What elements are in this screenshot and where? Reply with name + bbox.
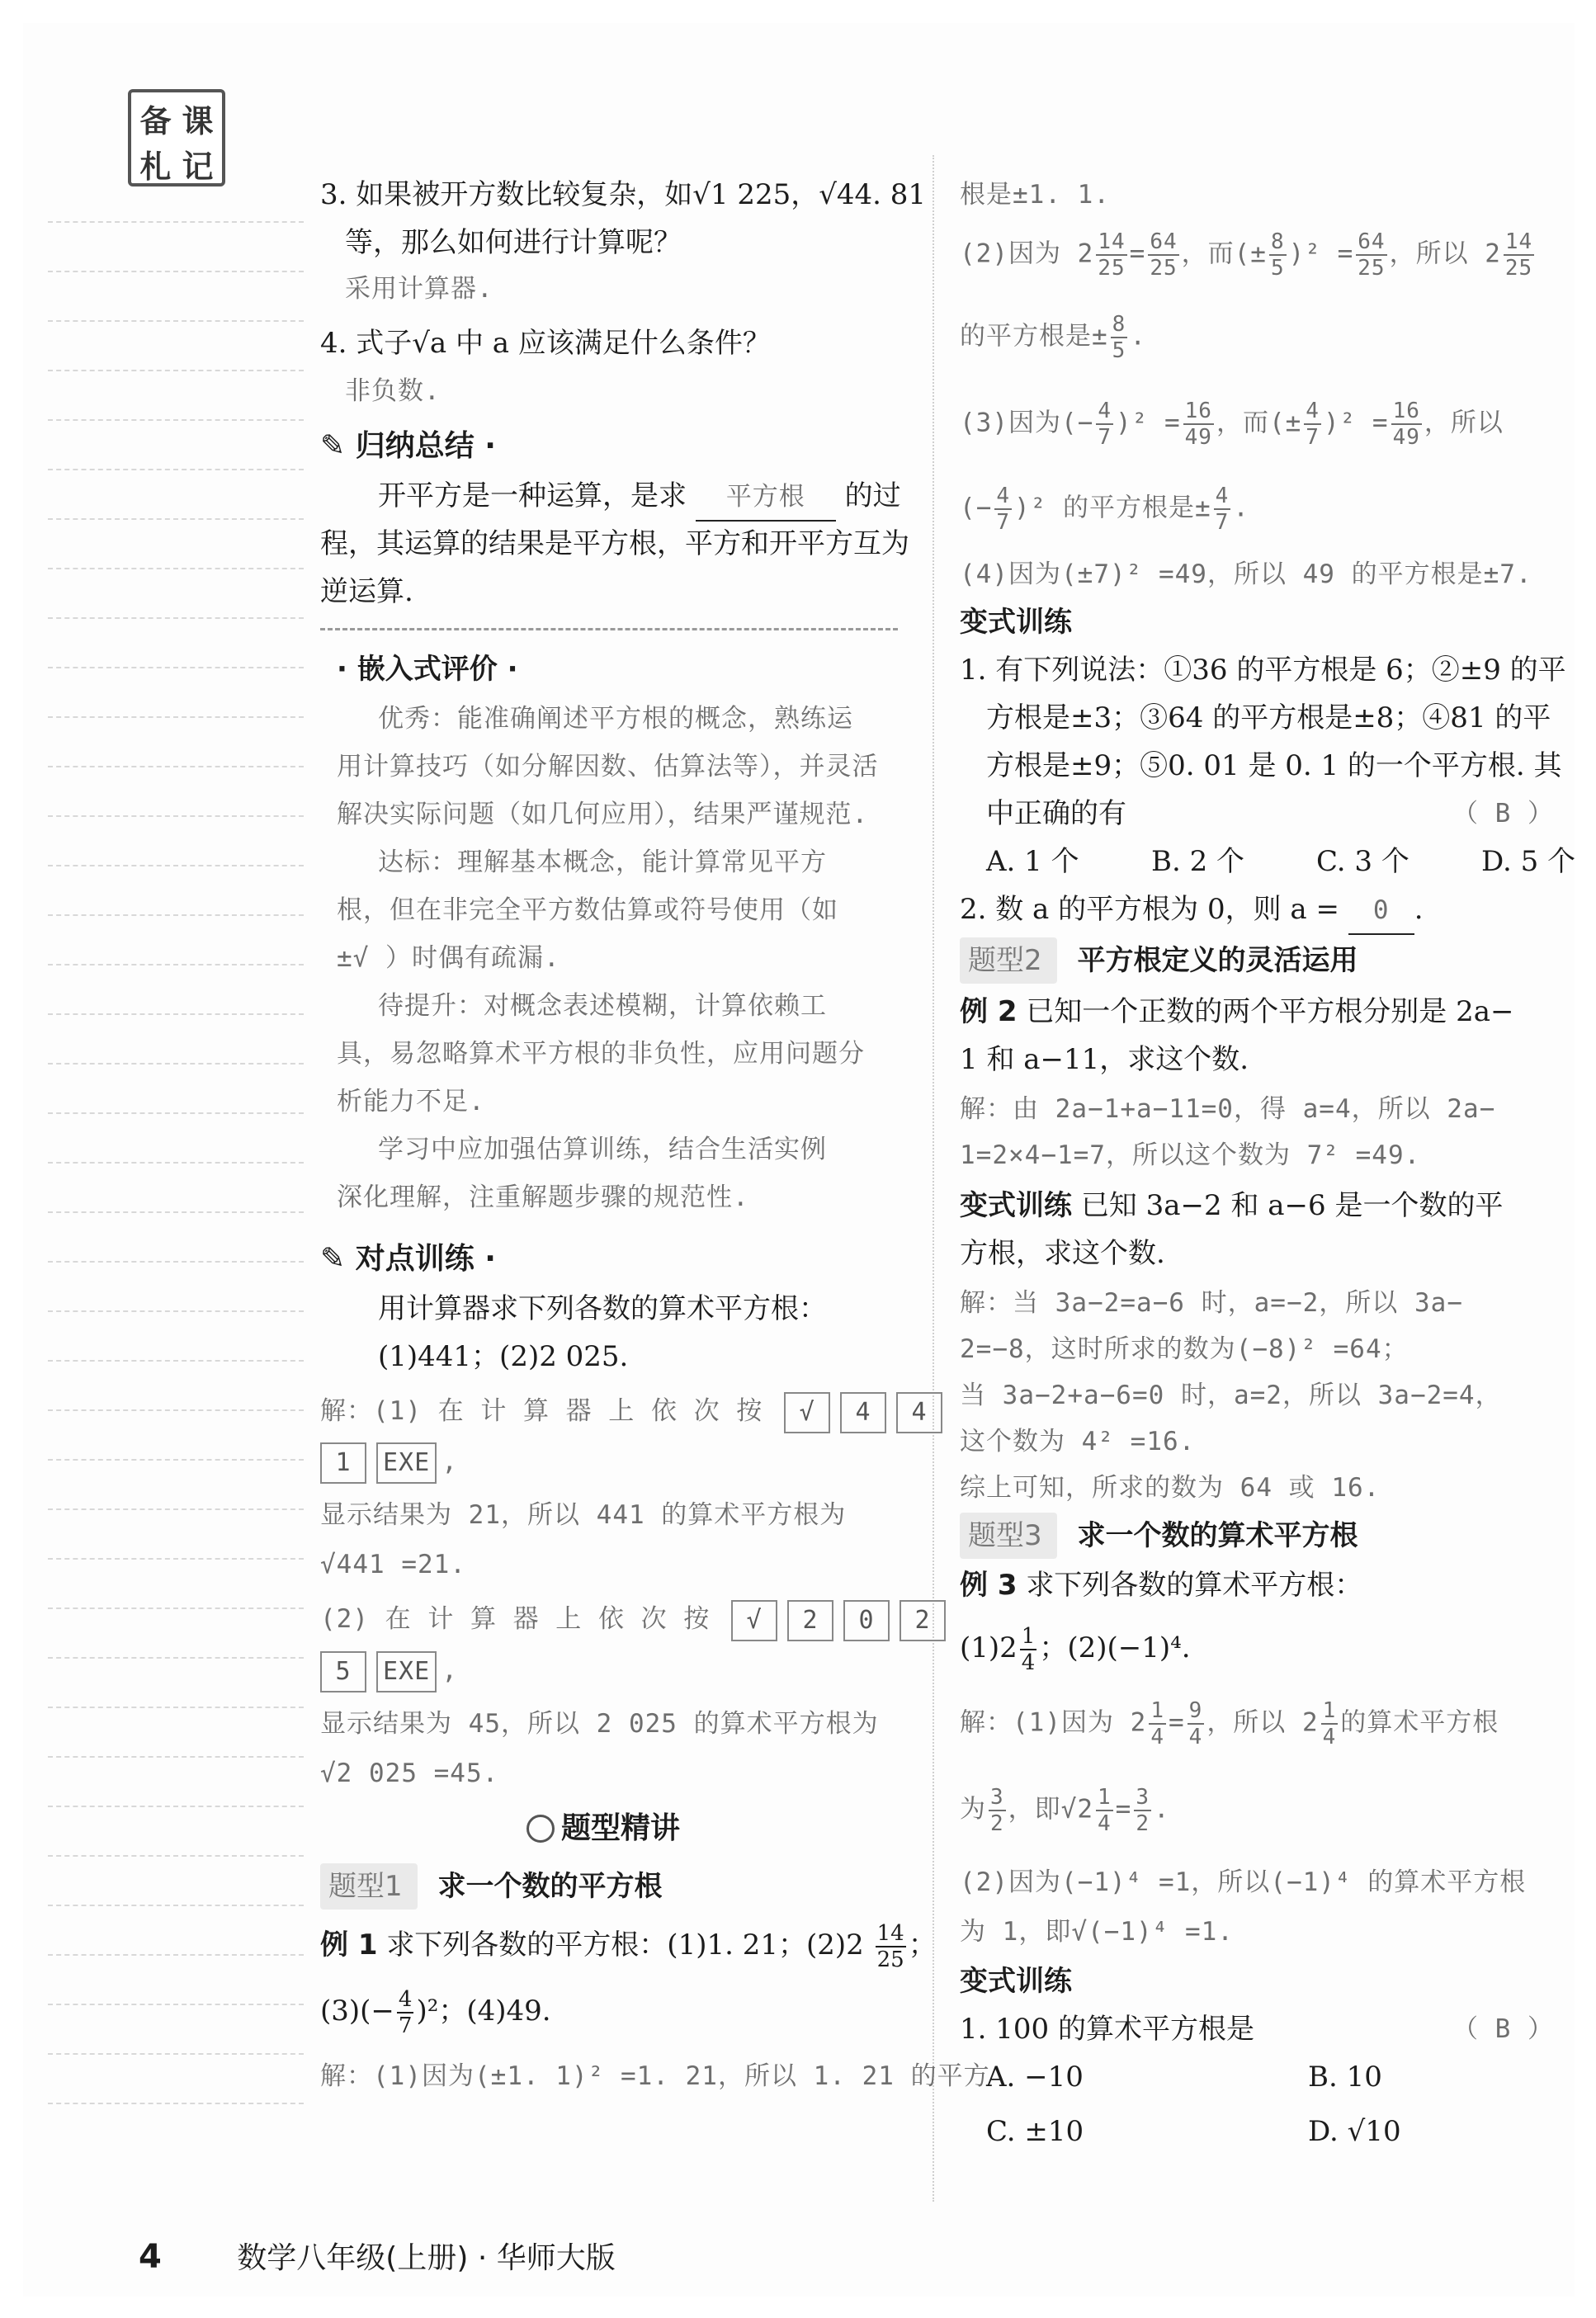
note-line <box>48 2053 304 2055</box>
digit-key: 2 <box>787 1600 833 1641</box>
note-line <box>48 1558 304 1560</box>
choice-c: C. ±10 <box>986 2115 1084 2148</box>
comma-text: , <box>441 1447 458 1476</box>
fraction <box>1504 229 1534 281</box>
fraction-denominator: 25 <box>876 1947 904 1972</box>
answer-text: (2)因为 2 <box>960 238 1094 269</box>
note-line <box>48 1261 304 1263</box>
evaluation-title: · 嵌入式评价 · <box>337 653 518 686</box>
fraction-denominator: 25 <box>1098 256 1126 281</box>
fraction <box>1356 229 1386 281</box>
variant-1-line: 方根是±3；③64 的平方根是±8；④81 的平 <box>986 701 1551 734</box>
example-1-answer: 解：(1)因为(±1. 1)² =1. 21，所以 1. 21 的平方 <box>320 2061 990 2091</box>
example-3-answer <box>960 1785 1554 1836</box>
answer-text: 的算术平方根 <box>1340 1707 1499 1738</box>
note-line <box>48 1409 304 1411</box>
dot-icon: · <box>484 429 496 463</box>
answer-text: = <box>1115 1794 1132 1825</box>
type-title: 平方根定义的灵活运用 <box>1077 944 1358 977</box>
note-line <box>48 815 304 817</box>
note-line <box>48 1657 304 1659</box>
fraction <box>1304 399 1321 450</box>
fraction-numerator: 64 <box>1358 229 1386 254</box>
variant-title: 变式训练 <box>960 606 1072 639</box>
choices-row <box>986 2054 1554 2100</box>
type-2-heading <box>960 937 1554 984</box>
variant-text: 2. 数 a 的平方根为 0，则 a = <box>960 893 1339 926</box>
sqrt-key: √ <box>784 1392 830 1433</box>
summary-text: 的过 <box>844 479 901 512</box>
workbook-page <box>23 23 1575 2297</box>
note-line <box>48 469 304 470</box>
evaluation-line: 用计算技巧（如分解因数、估算法等），并灵活 <box>337 752 879 781</box>
drill-answer-1-final: √441 =21. <box>320 1550 466 1579</box>
question-4: 4. 式子√a 中 a 应该满足什么条件？ <box>320 327 771 360</box>
fraction <box>1096 229 1126 281</box>
answer-text: ，而(± <box>1181 238 1267 269</box>
fraction-denominator: 25 <box>1358 256 1386 281</box>
example-text: 求下列各数的平方根：(1)1. 21；(2)2 <box>386 1929 864 1962</box>
question-3: 3. 如果被开方数比较复杂，如√1 225，√44. 81 <box>320 178 927 211</box>
sqrt-key: √ <box>731 1600 777 1641</box>
fraction <box>1096 399 1113 450</box>
answer-bracket: （ B ） <box>1452 2014 1554 2044</box>
answer-text: 解：(1)因为 2 <box>960 1707 1147 1738</box>
variant-label: 变式训练 <box>960 1189 1072 1222</box>
fraction-numerator: 14 <box>1098 229 1126 254</box>
note-line <box>48 2004 304 2005</box>
fraction-numerator: 8 <box>1112 312 1126 337</box>
fraction-denominator: 4 <box>1021 1650 1036 1675</box>
example-2-answer: 解：由 2a−1+a−11=0，得 a=4，所以 2a− <box>960 1094 1496 1124</box>
summary-title: 归纳总结 <box>355 429 475 463</box>
note-line <box>48 865 304 866</box>
question-3-cont: 等，那么如何进行计算呢？ <box>345 226 682 259</box>
note-line <box>48 716 304 718</box>
answer-text: ，所以 2 <box>1389 238 1501 269</box>
type-tag: 题型1 <box>320 1863 418 1910</box>
drill-answer-1 <box>320 1388 928 1434</box>
digit-key: 5 <box>320 1651 366 1692</box>
digit-key: 1 <box>320 1442 366 1484</box>
fraction-numerator: 3 <box>1136 1785 1150 1810</box>
choice-b: B. 2 个 <box>1151 845 1245 878</box>
fraction <box>1096 1785 1113 1836</box>
summary-heading <box>320 423 914 470</box>
example-1-cont <box>320 1987 914 2038</box>
badge-char: 课 <box>182 103 214 139</box>
variant-text: 1. 100 的算术平方根是 <box>960 2013 1254 2046</box>
note-line <box>48 914 304 916</box>
note-line <box>48 617 304 619</box>
note-line <box>48 271 304 272</box>
example-2-answer: 1=2×4−1=7，所以这个数为 7² =49. <box>960 1140 1421 1170</box>
example-text: 求下列各数的算术平方根： <box>1026 1569 1363 1602</box>
example-2-cont: 1 和 a−11，求这个数. <box>960 1043 1249 1076</box>
digit-key: 4 <box>896 1392 942 1433</box>
note-line <box>48 667 304 668</box>
fraction-denominator: 7 <box>1215 510 1230 535</box>
note-line <box>48 221 304 223</box>
fraction-denominator: 2 <box>990 1811 1004 1836</box>
example-label: 例 1 <box>320 1929 378 1962</box>
example-text: (3)(− <box>320 1995 394 2028</box>
digit-key: 0 <box>843 1600 890 1641</box>
fraction-numerator: 14 <box>876 1921 904 1946</box>
fraction-numerator: 4 <box>1215 484 1230 508</box>
digit-key: 2 <box>900 1600 946 1641</box>
example-text: )²；(4)49. <box>416 1995 551 2028</box>
answer-text: 为 <box>960 1794 986 1825</box>
answer-text: 的平方根是± <box>960 321 1108 352</box>
note-line <box>48 1063 304 1065</box>
choices-row <box>986 838 1576 885</box>
fraction-denominator: 5 <box>1112 338 1126 363</box>
fraction <box>1111 312 1128 363</box>
note-line <box>48 1211 304 1213</box>
evaluation-line: 深化理解，注重解题步骤的规范性. <box>337 1183 749 1212</box>
variant-text: 已知 3a−2 和 a−6 是一个数的平 <box>1080 1189 1504 1222</box>
note-line <box>48 370 304 371</box>
variant-2-answer: 解：当 3a−2=a−6 时，a=−2，所以 3a− <box>960 1288 1463 1318</box>
answer-text: )² = <box>1323 408 1389 438</box>
choices-row <box>986 2108 1554 2155</box>
answer-line: 根是±1. 1. <box>960 180 1110 210</box>
example-text: (1)2 <box>960 1631 1018 1664</box>
fraction <box>1183 399 1214 450</box>
fraction-numerator: 4 <box>1098 399 1112 423</box>
choice-c: C. 3 个 <box>1316 845 1409 878</box>
fraction-numerator: 4 <box>1306 399 1320 423</box>
fraction-numerator: 64 <box>1150 229 1178 254</box>
note-line <box>48 1954 304 1956</box>
example-label: 例 2 <box>960 995 1018 1028</box>
drill-title: 对点训练 <box>355 1242 475 1276</box>
fraction <box>1321 1698 1339 1749</box>
note-line <box>48 766 304 767</box>
fraction <box>1148 229 1178 281</box>
choice-b: B. 10 <box>1308 2061 1382 2094</box>
fraction-numerator: 1 <box>1097 1785 1112 1810</box>
fraction-denominator: 2 <box>1136 1811 1150 1836</box>
note-line <box>48 1360 304 1362</box>
evaluation-line: 优秀：能准确阐述平方根的概念，熟练运 <box>378 704 853 734</box>
evaluation-line: 待提升：对概念表述模糊，计算依赖工 <box>378 991 827 1021</box>
note-line <box>48 964 304 965</box>
fraction-numerator: 1 <box>1322 1698 1337 1723</box>
choice-a: A. −10 <box>986 2061 1084 2094</box>
choice-d: D. √10 <box>1308 2115 1401 2148</box>
page-footer <box>139 2235 616 2277</box>
evaluation-line: ±√ ）时偶有疏漏. <box>337 943 560 973</box>
choice-a: A. 1 个 <box>986 845 1079 878</box>
notes-column <box>48 23 304 2169</box>
fraction-numerator: 4 <box>996 484 1010 508</box>
fraction <box>876 1921 906 1972</box>
answer-text: . <box>1153 1794 1170 1825</box>
badge-char: 札 <box>139 149 172 185</box>
column-divider <box>933 155 934 2202</box>
evaluation-line: 达标：理解基本概念，能计算常见平方 <box>378 847 827 877</box>
fraction-numerator: 1 <box>1150 1698 1164 1723</box>
notes-badge <box>128 89 225 186</box>
note-line <box>48 419 304 421</box>
variant-2-answer: 当 3a−2+a−6=0 时，a=2，所以 3a−2=4， <box>960 1381 1502 1410</box>
answer-line <box>960 484 1554 535</box>
summary-line-2: 程，其运算的结果是平方根，平方和开平方互为 <box>320 527 909 560</box>
fraction-denominator: 7 <box>996 510 1010 535</box>
fraction <box>994 484 1012 535</box>
fraction <box>1020 1624 1037 1675</box>
fraction-numerator: 3 <box>990 1785 1004 1810</box>
type-1-heading <box>320 1863 914 1910</box>
fraction <box>1188 1698 1205 1749</box>
type-title: 求一个数的平方根 <box>437 1870 663 1903</box>
fraction <box>1269 229 1287 281</box>
summary-text: 开平方是一种运算，是求 <box>378 479 687 512</box>
note-line <box>48 1162 304 1164</box>
drill-heading <box>320 1236 914 1282</box>
variant-2-prompt-cont: 方根，求这个数. <box>960 1237 1165 1270</box>
drill-question-items: (1)441；(2)2 025. <box>378 1340 629 1373</box>
example-label: 例 3 <box>960 1569 1018 1602</box>
fraction <box>1134 1785 1151 1836</box>
evaluation-line: 析能力不足. <box>337 1087 485 1117</box>
evaluation-line: 根，但在非完全平方数估算或符号使用（如 <box>337 895 838 925</box>
example-3-answer: 为 1，即√(−1)⁴ =1. <box>960 1917 1234 1947</box>
variant-2-answer: 综上可知，所求的数为 64 或 16. <box>960 1473 1381 1503</box>
note-line <box>48 568 304 569</box>
note-line <box>48 320 304 322</box>
variant-title: 变式训练 <box>960 1965 1072 1998</box>
example-3-items <box>960 1624 1554 1675</box>
drill-answer-1-result: 显示结果为 21，所以 441 的算术平方根为 <box>320 1500 847 1530</box>
fraction-denominator: 49 <box>1392 425 1420 450</box>
example-text: 已知一个正数的两个平方根分别是 2a− <box>1026 995 1514 1028</box>
drill-answer-text: 解：(1) 在 计 算 器 上 依 次 按 <box>320 1396 763 1426</box>
type-tag: 题型3 <box>960 1513 1057 1559</box>
note-line <box>48 518 304 520</box>
variant-2-line <box>960 886 1554 935</box>
answer-text: = <box>1168 1707 1185 1738</box>
drill-answer-1-keys <box>320 1438 914 1485</box>
answer-text: . <box>1130 321 1146 352</box>
fraction-denominator: 7 <box>1098 425 1112 450</box>
fraction-denominator: 49 <box>1184 425 1212 450</box>
variant-2-answer: 这个数为 4² =16. <box>960 1427 1196 1456</box>
answer-text: (3)因为(− <box>960 408 1094 438</box>
pencil-icon: ✎ <box>320 1242 346 1276</box>
answer-text: )² = <box>1115 408 1181 438</box>
fraction-denominator: 7 <box>1306 425 1320 450</box>
type-tag: 题型2 <box>960 937 1057 984</box>
exe-key: EXE <box>376 1442 437 1484</box>
fraction-numerator: 4 <box>398 1987 413 2012</box>
fraction-numerator: 16 <box>1392 399 1420 423</box>
variant-1-line <box>986 791 1554 837</box>
semicolon-text: ； <box>908 1929 937 1962</box>
exe-key: EXE <box>376 1651 437 1692</box>
answer-text: )² 的平方根是± <box>1013 493 1211 523</box>
answer-line <box>960 399 1554 450</box>
answer-line <box>960 229 1554 281</box>
note-line <box>48 1508 304 1510</box>
badge-char: 备 <box>139 103 172 139</box>
example-2 <box>960 989 1554 1035</box>
fraction <box>1214 484 1231 535</box>
answer-line: (4)因为(±7)² =49，所以 49 的平方根是±7. <box>960 559 1532 589</box>
summary-line-1 <box>378 473 914 522</box>
dot-icon: · <box>484 1242 496 1276</box>
type-title: 求一个数的算术平方根 <box>1077 1519 1358 1552</box>
fraction-numerator: 1 <box>1021 1624 1036 1649</box>
example-1 <box>320 1921 937 1972</box>
variant-text: . <box>1414 893 1424 926</box>
note-line <box>48 1459 304 1461</box>
fraction <box>989 1785 1006 1836</box>
fraction-denominator: 7 <box>398 2013 413 2038</box>
note-line <box>48 1112 304 1114</box>
type-3-heading <box>960 1513 1554 1559</box>
fraction-numerator: 14 <box>1504 229 1533 254</box>
question-4-answer: 非负数. <box>345 376 441 406</box>
note-line <box>48 1310 304 1312</box>
fraction-numerator: 8 <box>1270 229 1285 254</box>
choice-d: D. 5 个 <box>1481 845 1576 878</box>
example-3-answer <box>960 1698 1554 1749</box>
answer-bracket: （ B ） <box>1452 799 1554 829</box>
fraction-denominator: 25 <box>1504 256 1533 281</box>
variant-2-prompt <box>960 1183 1554 1229</box>
fraction-denominator: 4 <box>1322 1725 1337 1749</box>
page-number: 4 <box>139 2238 162 2276</box>
drill-answer-text: (2) 在 计 算 器 上 依 次 按 <box>320 1604 711 1634</box>
drill-answer-2-result: 显示结果为 45，所以 2 025 的算术平方根为 <box>320 1709 879 1739</box>
summary-blank-answer: 平方根 <box>696 474 836 522</box>
note-line <box>48 1607 304 1609</box>
summary-line-3: 逆运算. <box>320 575 413 608</box>
answer-text: ，所以 <box>1424 408 1504 438</box>
drill-answer-2-final: √2 025 =45. <box>320 1759 499 1788</box>
fraction-denominator: 4 <box>1188 1725 1203 1749</box>
note-line <box>48 1905 304 1906</box>
variant-2-answer: 2=−8，这时所求的数为(−8)² =64； <box>960 1334 1409 1364</box>
drill-answer-2 <box>320 1596 931 1642</box>
fraction-denominator: 5 <box>1270 256 1285 281</box>
variant-1-line: 1. 有下列说法：①36 的平方根是 6；②±9 的平 <box>960 654 1566 687</box>
answer-text: )² = <box>1288 238 1354 269</box>
note-line <box>48 1756 304 1758</box>
drill-answer-2-keys <box>320 1647 914 1693</box>
drill-question: 用计算器求下列各数的算术平方根： <box>378 1292 827 1325</box>
fraction-denominator: 4 <box>1150 1725 1164 1749</box>
example-3-answer: (2)因为(−1)⁴ =1，所以(−1)⁴ 的算术平方根 <box>960 1867 1527 1897</box>
section-heading <box>526 1806 914 1852</box>
fraction-numerator: 9 <box>1188 1698 1203 1723</box>
blank-answer: 0 <box>1348 887 1414 935</box>
answer-line <box>960 312 1554 363</box>
answer-text: ，所以 2 <box>1206 1707 1319 1738</box>
note-line <box>48 2103 304 2104</box>
fraction <box>397 1987 414 2038</box>
fraction-denominator: 4 <box>1097 1811 1112 1836</box>
section-title: 题型精讲 <box>561 1811 681 1845</box>
book-icon <box>526 1815 555 1843</box>
digit-key: 4 <box>840 1392 886 1433</box>
answer-text: = <box>1129 238 1146 269</box>
comma-text: , <box>441 1655 458 1685</box>
variant-1-line: 方根是±9；⑤0. 01 是 0. 1 的一个平方根. 其 <box>986 749 1562 782</box>
answer-text: . <box>1233 493 1249 523</box>
note-line <box>48 1806 304 1807</box>
pencil-icon: ✎ <box>320 429 346 463</box>
variant-3-line <box>960 2006 1554 2052</box>
fraction <box>1149 1698 1166 1749</box>
example-3 <box>960 1562 1554 1608</box>
book-title: 数学八年级(上册) · 华师大版 <box>237 2241 616 2275</box>
badge-char: 记 <box>182 149 214 185</box>
note-line <box>48 1707 304 1708</box>
note-line <box>48 1855 304 1857</box>
fraction-denominator: 25 <box>1150 256 1178 281</box>
example-text: ；(2)(−1)⁴. <box>1039 1631 1191 1664</box>
answer-text: ，即√2 <box>1008 1794 1093 1825</box>
question-3-answer: 采用计算器. <box>345 274 493 304</box>
fraction-numerator: 16 <box>1184 399 1212 423</box>
variant-text: 中正确的有 <box>986 797 1126 830</box>
evaluation-line: 学习中应加强估算训练，结合生活实例 <box>378 1135 827 1164</box>
note-line <box>48 1013 304 1015</box>
fraction <box>1391 399 1422 450</box>
answer-text: (− <box>960 493 993 523</box>
evaluation-line: 具，易忽略算术平方根的非负性，应用问题分 <box>337 1039 865 1069</box>
dashed-separator <box>320 628 898 630</box>
answer-text: ，而(± <box>1216 408 1302 438</box>
evaluation-line: 解决实际问题（如几何应用），结果严谨规范. <box>337 800 869 829</box>
